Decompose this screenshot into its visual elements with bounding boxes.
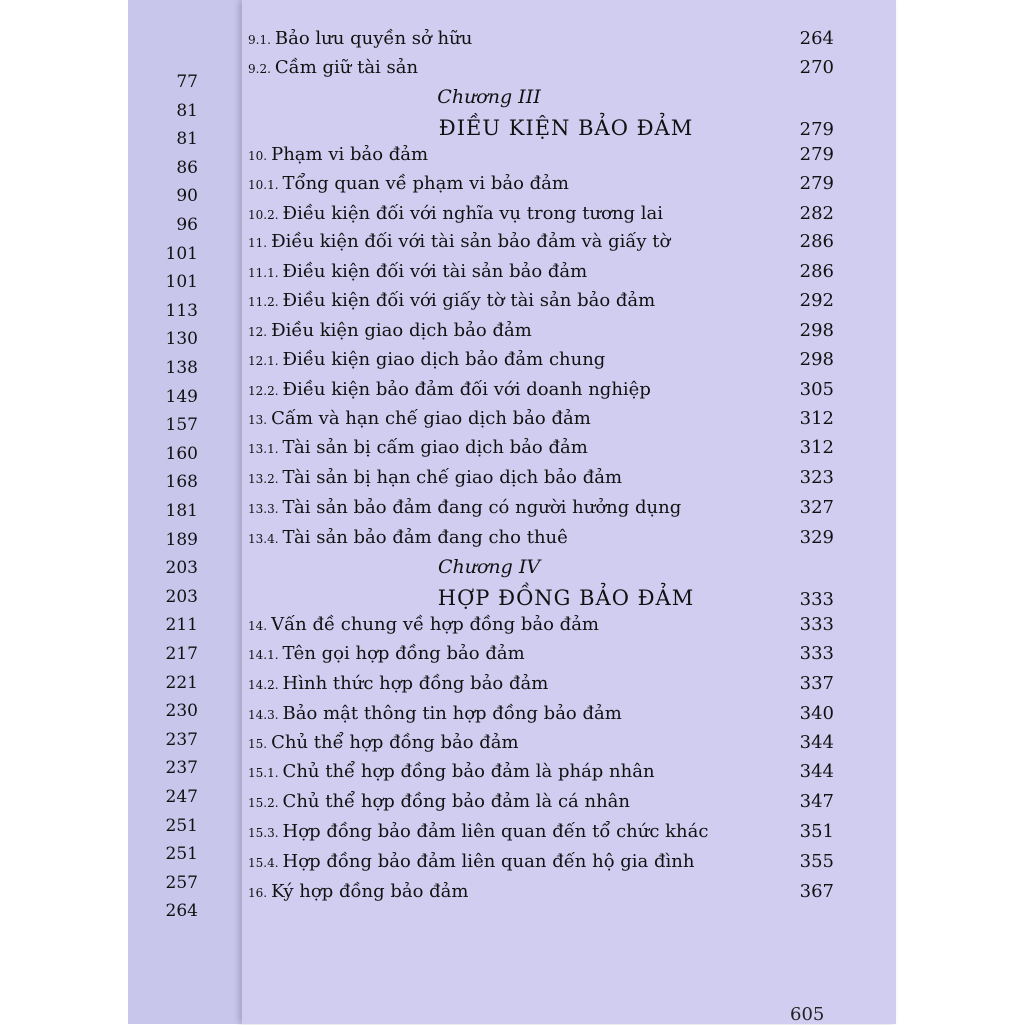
left-page-number: 168 — [165, 472, 198, 493]
chapter-label — [242, 556, 896, 578]
section-title: Ký hợp đồng bảo đảm — [271, 881, 469, 902]
toc-page-number: 329 — [799, 527, 834, 548]
section-title: Chủ thể hợp đồng bảo đảm là pháp nhân — [282, 761, 655, 782]
toc-entry — [248, 851, 834, 872]
section-title: Hình thức hợp đồng bảo đảm — [282, 673, 549, 694]
left-page-number: 160 — [165, 443, 198, 464]
section-number: 12. — [248, 325, 268, 339]
toc-page-number: 279 — [799, 173, 834, 194]
left-page-number: 157 — [165, 415, 198, 436]
toc-entry — [248, 379, 834, 400]
toc-page-number: 340 — [799, 703, 834, 724]
toc-page-number: 367 — [799, 881, 834, 902]
section-title: Cầm giữ tài sản — [274, 57, 419, 78]
chapter-title: Chương IV — [437, 556, 541, 578]
section-number: 12.1. — [248, 354, 279, 368]
section-number: 12.2. — [248, 384, 279, 398]
section-number: 15.4. — [248, 856, 279, 870]
section-title: Điều kiện đối với tài sản bảo đảm — [282, 261, 588, 282]
toc-entry — [248, 144, 834, 165]
section-number: 13. — [248, 413, 268, 427]
left-page-number: 113 — [165, 300, 198, 321]
section-title: Điều kiện đối với giấy tờ tài sản bảo đảm — [282, 290, 656, 311]
toc-entry — [248, 497, 834, 518]
toc-page-number: 264 — [799, 28, 834, 49]
chapter-heading-title: HỢP ĐỒNG BẢO ĐẢM — [437, 586, 695, 610]
left-page-number: 81 — [176, 100, 198, 121]
section-title: Phạm vi bảo đảm — [271, 144, 429, 165]
section-number: 15.3. — [248, 826, 279, 840]
toc-page-number: 298 — [799, 320, 834, 341]
table-of-contents — [242, 0, 896, 1000]
section-number: 13.2. — [248, 472, 279, 486]
left-page-number: 130 — [165, 329, 198, 350]
toc-page-number: 312 — [799, 408, 834, 429]
left-page-number: 96 — [176, 215, 198, 235]
section-number: 13.1. — [248, 442, 279, 456]
left-page-number: 189 — [165, 529, 198, 550]
toc-page-number: 282 — [799, 203, 834, 224]
section-title: Bảo lưu quyền sở hữu — [274, 28, 473, 49]
left-page-number: 257 — [165, 872, 198, 893]
toc-page-number: 298 — [799, 349, 834, 370]
section-title: Hợp đồng bảo đảm liên quan đến tổ chức khác — [282, 821, 709, 842]
toc-entry — [248, 673, 834, 694]
toc-page-number: 305 — [799, 379, 834, 400]
section-title: Tài sản bị cấm giao dịch bảo đảm — [282, 437, 588, 458]
section-title: Tài sản bị hạn chế giao dịch bảo đảm — [282, 467, 623, 488]
section-title: Điều kiện bảo đảm đối với doanh nghiệp — [282, 379, 651, 400]
toc-entry — [248, 320, 834, 341]
section-number: 15. — [248, 737, 268, 751]
section-title: Tài sản bảo đảm đang cho thuê — [282, 527, 568, 548]
toc-entry — [248, 173, 834, 194]
toc-entry — [248, 761, 834, 782]
toc-page — [242, 0, 896, 1024]
toc-entry — [248, 261, 834, 282]
section-number: 14.2. — [248, 678, 279, 692]
toc-entry — [248, 290, 834, 311]
section-number: 15.2. — [248, 796, 279, 810]
toc-entry — [248, 643, 834, 664]
section-number: 13.4. — [248, 532, 279, 546]
toc-entry — [248, 703, 834, 724]
section-number: 13.3. — [248, 502, 279, 516]
section-title: Bảo mật thông tin hợp đồng bảo đảm — [282, 703, 622, 724]
section-title: Điều kiện giao dịch bảo đảm chung — [282, 349, 606, 370]
left-page-number: 251 — [165, 844, 198, 865]
toc-entry — [248, 614, 834, 635]
toc-entry — [248, 57, 834, 78]
section-title: Vấn đề chung về hợp đồng bảo đảm — [271, 614, 600, 635]
section-number: 10.2. — [248, 208, 279, 222]
chapter-heading-title: ĐIỀU KIỆN BẢO ĐẢM — [438, 116, 694, 140]
section-number: 10.1. — [248, 178, 279, 192]
toc-entry — [248, 28, 834, 49]
left-page-number: 81 — [176, 129, 198, 150]
toc-page-number: 344 — [799, 732, 834, 753]
section-number: 9.2. — [248, 62, 271, 76]
toc-page-number: 351 — [799, 821, 834, 842]
toc-page-number: 312 — [799, 437, 834, 458]
left-page-number: 247 — [165, 787, 198, 807]
section-title: Điều kiện đối với tài sản bảo đảm và giấy tờ — [271, 231, 671, 252]
toc-page-number: 333 — [799, 643, 834, 664]
toc-entry — [248, 467, 834, 488]
section-title: Điều kiện đối với nghĩa vụ trong tương lai — [282, 203, 664, 224]
left-page-number: 251 — [165, 815, 198, 836]
toc-page-number: 270 — [799, 57, 834, 78]
toc-entry — [248, 791, 834, 812]
section-title: Hợp đồng bảo đảm liên quan đến hộ gia đình — [282, 851, 695, 872]
chapter-title: Chương III — [437, 86, 541, 108]
toc-page-number: 286 — [799, 231, 834, 252]
chapter-label — [242, 86, 896, 108]
toc-page-number: 355 — [799, 851, 834, 872]
section-title: Điều kiện giao dịch bảo đảm — [271, 320, 532, 341]
left-page-number: 264 — [165, 901, 198, 922]
section-title: Tài sản bảo đảm đang có người hưởng dụng — [282, 497, 682, 518]
toc-entry — [248, 231, 834, 252]
page-number: 605 — [790, 1004, 825, 1025]
section-number: 9.1. — [248, 33, 271, 47]
section-number: 15.1. — [248, 766, 279, 780]
toc-page-number: 333 — [799, 614, 834, 635]
left-page-number: 237 — [165, 729, 198, 750]
left-page-number: 203 — [165, 558, 198, 579]
section-number: 16. — [248, 886, 268, 900]
toc-entry — [248, 349, 834, 370]
toc-page-number: 337 — [799, 673, 834, 694]
left-page-number: 217 — [165, 644, 198, 664]
toc-entry — [248, 527, 834, 548]
left-page-number: 203 — [165, 586, 198, 607]
toc-entry — [248, 881, 834, 902]
left-page-number: 138 — [165, 358, 198, 378]
toc-page-number: 333 — [799, 589, 834, 610]
section-title: Tên gọi hợp đồng bảo đảm — [282, 643, 525, 664]
section-number: 11.2. — [248, 295, 279, 309]
left-page-number: 101 — [165, 243, 198, 264]
toc-page-number: 347 — [799, 791, 834, 812]
toc-page-number: 327 — [799, 497, 834, 518]
left-page-number: 149 — [165, 386, 198, 407]
section-title: Tổng quan về phạm vi bảo đảm — [282, 173, 569, 194]
section-number: 11.1. — [248, 266, 279, 280]
left-page-number: 211 — [165, 615, 198, 636]
toc-entry — [248, 203, 834, 224]
left-page-number: 86 — [176, 157, 198, 178]
chapter-heading — [248, 586, 834, 610]
section-title: Cấm và hạn chế giao dịch bảo đảm — [271, 408, 591, 429]
section-number: 14. — [248, 619, 268, 633]
left-page-number: 101 — [165, 272, 198, 293]
toc-entry — [248, 408, 834, 429]
section-title: Chủ thể hợp đồng bảo đảm là cá nhân — [282, 791, 631, 812]
toc-page-number: 279 — [799, 144, 834, 165]
section-number: 10. — [248, 149, 268, 163]
chapter-heading — [248, 116, 834, 140]
section-number: 11. — [248, 236, 268, 250]
toc-page-number: 344 — [799, 761, 834, 782]
toc-entry — [248, 437, 834, 458]
left-page-number: 230 — [165, 701, 198, 722]
left-page-number: 237 — [165, 758, 198, 779]
toc-page-number: 323 — [799, 467, 834, 488]
toc-page-number: 292 — [799, 290, 834, 311]
section-number: 14.1. — [248, 648, 279, 662]
toc-entry — [248, 821, 834, 842]
section-number: 14.3. — [248, 708, 279, 722]
toc-page-number: 286 — [799, 261, 834, 282]
toc-page-number: 279 — [799, 119, 834, 140]
section-title: Chủ thể hợp đồng bảo đảm — [271, 732, 519, 753]
left-page-edge — [128, 0, 248, 1024]
left-page-number: 90 — [176, 186, 198, 207]
left-page-number: 221 — [165, 672, 198, 693]
left-page-number: 77 — [176, 72, 198, 92]
left-page-number: 181 — [165, 501, 198, 521]
toc-entry — [248, 732, 834, 753]
